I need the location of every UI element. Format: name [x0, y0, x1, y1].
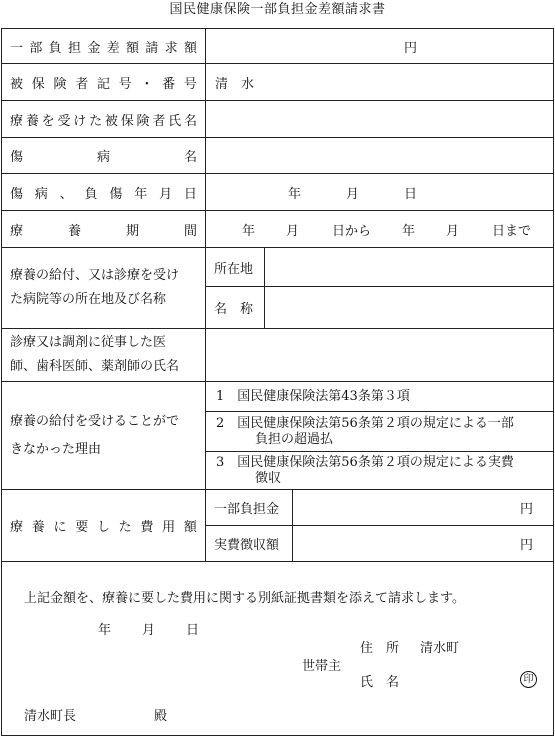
injury-field[interactable]	[206, 138, 553, 173]
declaration-year-unit: 年	[98, 623, 112, 638]
doctor-row	[2, 329, 553, 382]
period-from-text: 日から	[332, 223, 372, 239]
reason-option-2-text: 2 国民健康保険法第56条第２項の規定による一部	[216, 416, 514, 431]
period-end-month-unit: 月	[446, 223, 460, 239]
hospital-address-label: 所在地	[214, 261, 254, 277]
insured-number-label: 被 保 険 者 記 号 ・ 番 号	[10, 76, 197, 92]
hospital-address-row	[206, 248, 553, 287]
declaration-day-unit: 日	[186, 623, 200, 638]
declaration-section	[2, 562, 553, 735]
treatment-period-field[interactable]	[206, 211, 553, 247]
insured-name-field[interactable]	[206, 101, 553, 137]
treatment-period-label: 療 養 期 間	[10, 223, 197, 239]
reason-option-1-text: 1 国民健康保険法第43条第３項	[216, 389, 410, 404]
amount-row	[2, 29, 553, 64]
hospital-label-line2: た病院等の所在地及び名称	[10, 292, 167, 307]
insured-name-row	[2, 101, 553, 138]
injury-year-unit: 年	[288, 186, 302, 202]
amount-label: 一 部 負 担 金 差 額 請 求 額	[10, 40, 197, 56]
insured-number-value: 清 水	[215, 76, 255, 92]
doctor-name-field[interactable]	[206, 329, 553, 381]
actual-cost-label: 実費徴収額	[214, 538, 280, 553]
period-end-year-unit: 年	[402, 223, 416, 239]
costs-row	[2, 490, 553, 562]
hospital-name-label: 名 称	[214, 302, 254, 317]
costs-label: 療 養 に 要 し た 費 用 額	[10, 520, 197, 535]
recipient-honorific: 殿	[154, 709, 168, 724]
hospital-label-line1: 療養の給付、又は診療を受け	[10, 268, 180, 283]
amount-field[interactable]	[206, 29, 553, 63]
actual-cost-field[interactable]	[293, 526, 553, 561]
reason-label-line2: きなかった理由	[10, 441, 102, 457]
doctor-label-line2: 師、歯科医師、薬剤師の氏名	[10, 359, 180, 374]
period-start-month-unit: 月	[286, 223, 300, 239]
actual-cost-yen-unit: 円	[519, 538, 533, 553]
injury-row	[2, 138, 553, 174]
injury-date-field[interactable]	[206, 174, 553, 210]
injury-date-row	[2, 174, 553, 211]
hospital-name-field[interactable]	[265, 287, 553, 328]
injury-label: 傷 病 名	[10, 150, 197, 165]
seal-mark-icon: 印	[520, 671, 537, 688]
claim-form	[1, 28, 554, 736]
reason-option-3-text-cont: 徴収	[255, 471, 282, 486]
hospital-row	[2, 248, 553, 329]
actual-cost-row	[206, 526, 553, 561]
householder-address-value[interactable]: 清水町	[420, 641, 460, 656]
insured-number-row	[2, 64, 553, 101]
treatment-period-row	[2, 211, 553, 248]
copay-row	[206, 490, 553, 526]
householder-address-label: 住 所	[360, 641, 400, 656]
injury-day-unit: 日	[404, 186, 418, 202]
reason-option-1[interactable]	[206, 382, 553, 412]
form-title: 国民健康保険一部負担金差額請求書	[169, 2, 386, 17]
copay-yen-unit: 円	[519, 502, 533, 517]
declaration-statement: 上記金額を、療養に要した費用に関する別紙証拠書類を添えて請求します。	[24, 591, 465, 606]
reason-label-line1: 療養の給付を受けることがで	[10, 413, 180, 429]
period-until-text: 日まで	[492, 223, 532, 239]
insured-number-field[interactable]	[206, 64, 553, 100]
reason-option-2[interactable]	[206, 412, 553, 452]
copay-field[interactable]	[293, 490, 553, 525]
reason-option-3[interactable]	[206, 452, 553, 489]
period-start-year-unit: 年	[242, 223, 256, 239]
injury-date-label: 傷 病 、 負 傷 年 月 日	[10, 186, 197, 202]
amount-yen-unit: 円	[404, 40, 418, 56]
copay-label: 一部負担金	[214, 502, 280, 517]
doctor-label-line1: 診療又は調剤に従事した医	[10, 335, 167, 350]
reason-option-2-text-cont: 負担の超過払	[255, 432, 334, 447]
reason-row	[2, 382, 553, 490]
declaration-month-unit: 月	[142, 623, 156, 638]
householder-label: 世帯主	[302, 659, 342, 674]
injury-month-unit: 月	[346, 186, 360, 202]
hospital-name-row	[206, 287, 553, 328]
insured-name-label: 療 養 を 受 け た 被 保 険 者 氏 名	[10, 113, 197, 129]
householder-name-label: 氏 名	[360, 675, 400, 690]
reason-option-3-text: 3 国民健康保険法第56条第２項の規定による実費	[216, 455, 514, 470]
hospital-address-field[interactable]	[265, 248, 553, 286]
recipient-name: 清水町長	[24, 709, 77, 724]
